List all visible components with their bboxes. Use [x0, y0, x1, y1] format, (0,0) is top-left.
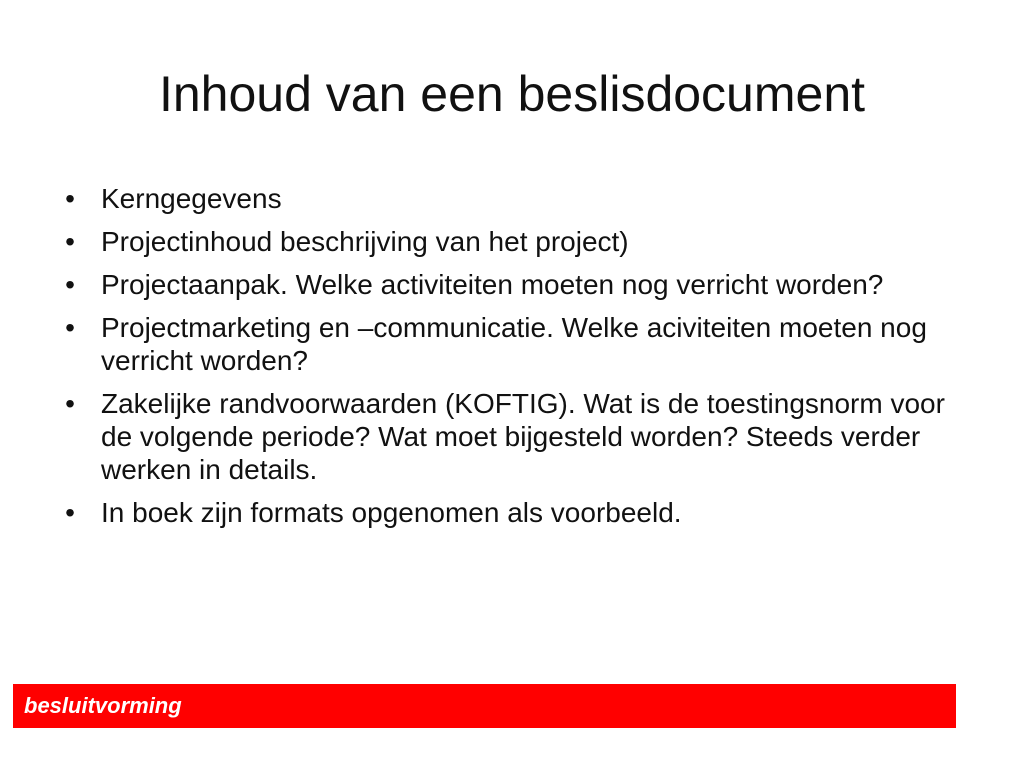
bullet-text: Kerngegevens	[101, 183, 282, 214]
slide-title: Inhoud van een beslisdocument	[158, 66, 866, 122]
bullet-text: Projectinhoud beschrijving van het project)	[101, 226, 629, 257]
footer-label: besluitvorming	[24, 693, 182, 718]
bullet-item	[60, 225, 960, 258]
bullet-item	[60, 268, 960, 301]
bullet-item	[60, 311, 960, 377]
bullet-dot-icon: •	[65, 312, 75, 343]
bullet-dot-icon: •	[65, 183, 75, 214]
footer-bar	[13, 684, 956, 728]
bullet-item	[60, 496, 960, 529]
bullet-text: Projectmarketing en –communicatie. Welke aciviteiten moeten nog verricht worden?	[101, 312, 927, 376]
bullet-item	[60, 387, 960, 486]
bullet-list	[60, 182, 960, 539]
bullet-item	[60, 182, 960, 215]
bullet-dot-icon: •	[65, 226, 75, 257]
bullet-dot-icon: •	[65, 388, 75, 419]
bullet-text: Zakelijke randvoorwaarden (KOFTIG). Wat is de toestingsnorm voor de volgende periode? Wat moet bijgesteld worden? Steeds verder werken in details.	[101, 388, 945, 485]
bullet-text: Projectaanpak. Welke activiteiten moeten nog verricht worden?	[101, 269, 884, 300]
bullet-text: In boek zijn formats opgenomen als voorbeeld.	[101, 497, 682, 528]
bullet-dot-icon: •	[65, 497, 75, 528]
bullet-dot-icon: •	[65, 269, 75, 300]
